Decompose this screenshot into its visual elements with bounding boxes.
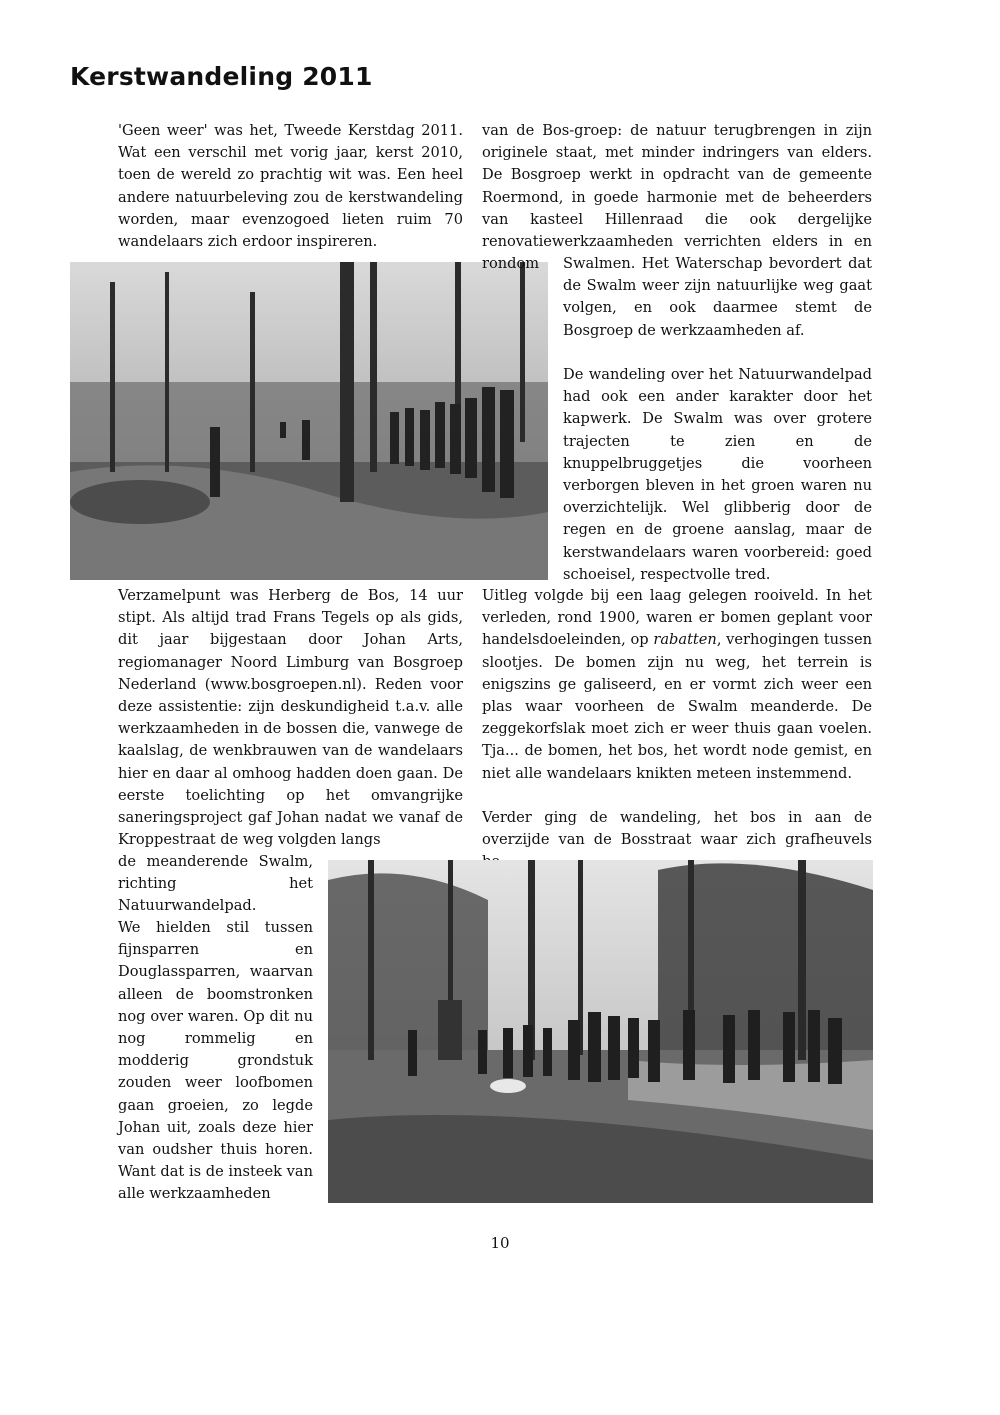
paragraph-meeting-point-end: de meanderende Swalm, richting het Natuurwandelpad. bbox=[118, 853, 313, 915]
paragraph-natuurwandelpad: De wandeling over het Natuurwandelpad had ook een ander karakter door het kapwerk. De Swalm was over grotere trajecten te zien en de knuppelbruggetjes die voorheen verborgen bleven in het groen waren nu overzichtelijk. Wel glibberig door de regen en de groene aanslag, maar de kerstwandelaars waren voorbereid: goed schoeisel, respectvolle tred. bbox=[563, 366, 872, 583]
article-title: Kerstwandeling 2011 bbox=[70, 62, 373, 91]
rooiveld-text-2: , verhogingen tussen slootjes. De bomen zijn nu weg, het terrein is enigszins ge galiseerd, en er vormt zich weer een plas waar voorheen de Swalm meanderde. De zeggekorfslak moet zich er weer thuis gaan voelen. Tja... de bomen, het bos, het wordt node gemist, en niet alle wandelaars knikten meteen instemmend. bbox=[482, 631, 872, 782]
forest-group-photo bbox=[70, 262, 548, 580]
paragraph-bosgroep: van de Bos-groep: de natuur terugbrengen in zijn originele staat, met minder indringers van elders. De Bosgroep werkt in opdracht van de gemeente Roermond, in goede harmonie met de beheerders van kasteel Hillenraad die ook dergelijke renovatiewerkzaamheden verrichten elders in en rondom bbox=[482, 122, 872, 273]
paragraph-bosgroep-end: Swalmen. Het Waterschap bevordert dat de Swalm weer zijn natuurlijke weg gaat volgen, en ook daarmee stemt de Bosgroep de werkzaamheden af. bbox=[563, 255, 872, 339]
intro-paragraph: 'Geen weer' was het, Tweede Kerstdag 2011. Wat een verschil met vorig jaar, kerst 2010, toen de wereld zo prachtig wit was. Een heel andere natuurbeleving zou de kerstwandeling worden, maar evenzogoed lieten ruim 70 wandelaars zich erdoor inspireren. bbox=[118, 122, 463, 251]
paragraph-rooiveld bbox=[482, 585, 872, 785]
rooiveld-text-1: Uitleg volgde bij een laag gelegen rooiveld. In het verleden, rond 1900, waren er bomen geplant voor handelsdoeleinden, op bbox=[482, 587, 872, 649]
rabatten-term: rabatten bbox=[653, 631, 717, 649]
clearing-group-photo bbox=[328, 860, 873, 1203]
paragraph-grafheuvels: Verder ging de wandeling, het bos in aan de overzijde van de Bosstraat waar zich grafheuvels bbox=[482, 809, 872, 849]
page-number: 10 bbox=[490, 1234, 510, 1252]
paragraph-meeting-point: Verzamelpunt was Herberg de Bos, 14 uur stipt. Als altijd trad Frans Tegels op als gids, dit jaar bijgestaan door Johan Arts, regiomanager Noord Limburg van Bosgroep Nederland (www.bosgroepen.nl). Reden voor deze assistentie: zijn deskundigheid t.a.v. alle werkzaamheden in de bossen die, vanwege de kaalslag, de wenkbrauwen van de wandelaars hier en daar al omhoog hadden doen gaan. De eerste toelichting op het omvangrijke saneringsproject gaf Johan nadat we vanaf de Kroppestraat de weg volgden langs bbox=[118, 587, 463, 849]
paragraph-spruce-stop: We hielden stil tussen fijnsparren en Douglassparren, waarvan alleen de boomstronken nog over waren. Op dit nu nog rommelig en modderig grondstuk zouden weer loofbomen gaan groeien, zo legde Johan uit, zoals deze hier van oudsher thuis horen. Want dat is de insteek van alle werkzaamheden bbox=[118, 919, 313, 1203]
